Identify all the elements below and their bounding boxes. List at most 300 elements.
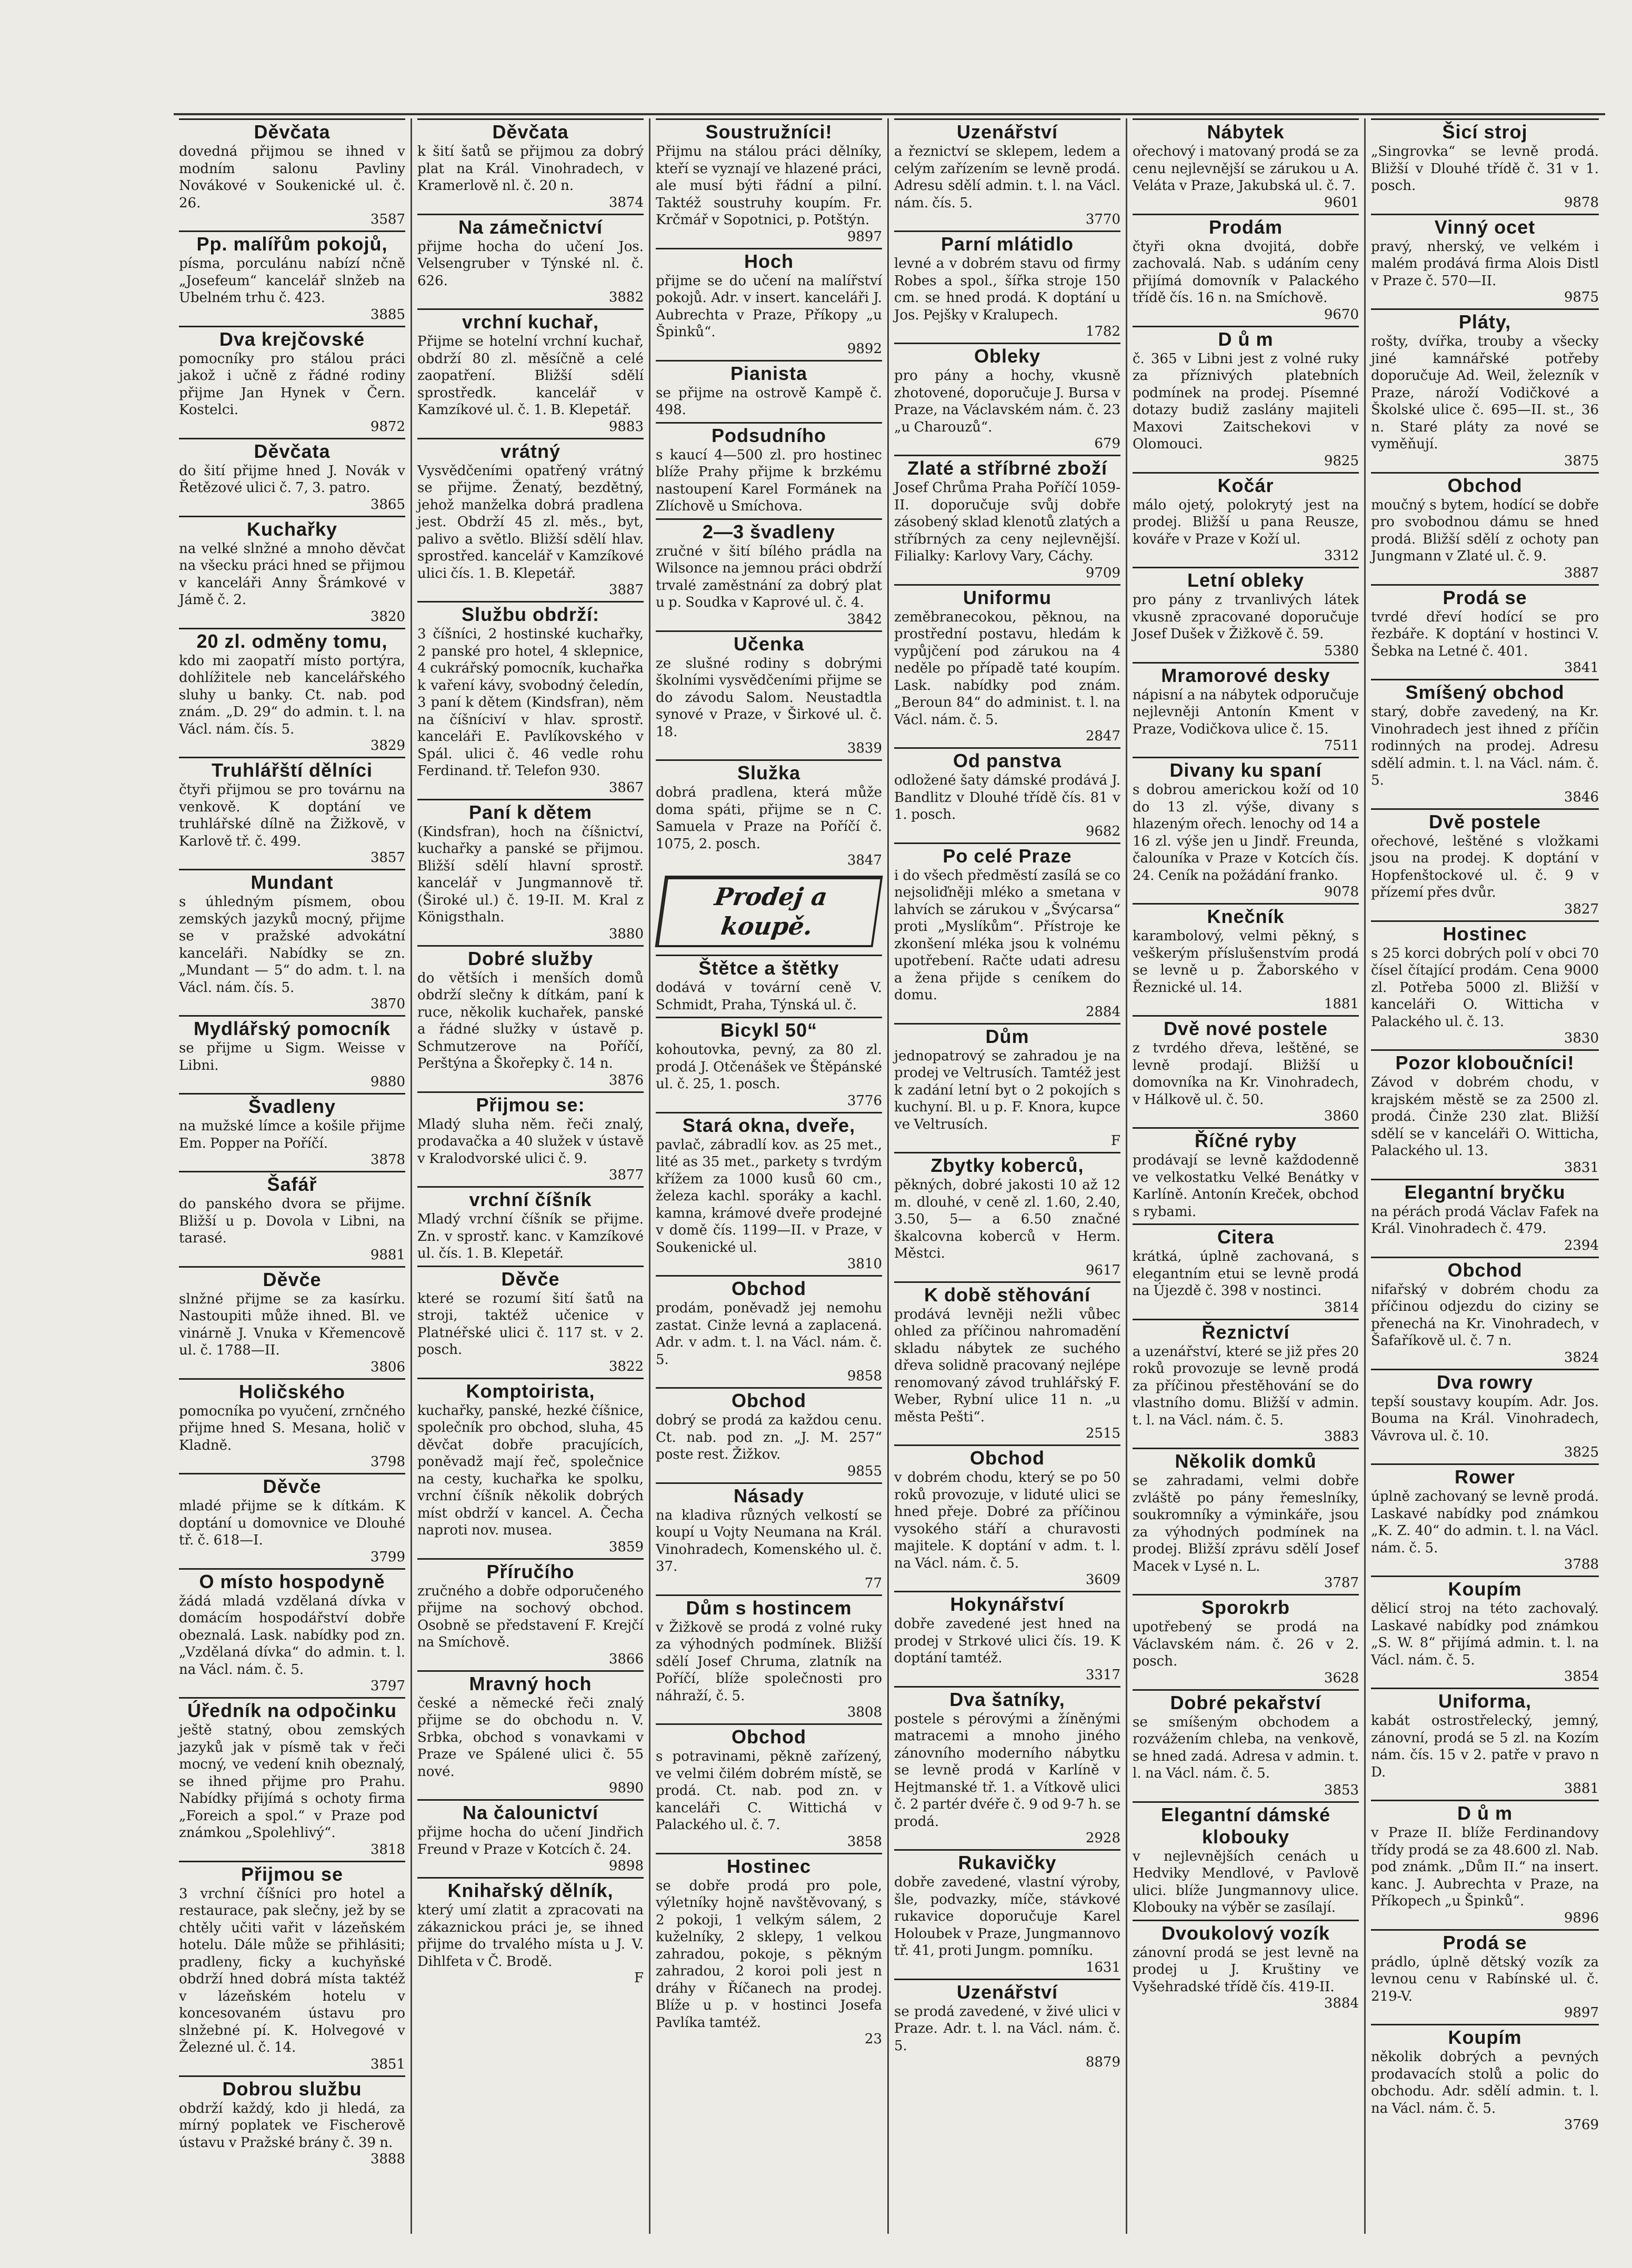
classified-ad <box>179 1171 405 1263</box>
classified-ad <box>417 799 644 942</box>
ad-code: 3854 <box>1564 1669 1599 1684</box>
classified-ad <box>179 1568 405 1694</box>
ad-body: ze slušné rodiny s dobrými školními vysvědčeními přijme se do závodu Salom. Neustadtla synové v Praze, v Širkové ul. č. 18. <box>656 655 882 740</box>
ad-code: 9897 <box>1564 2005 1599 2021</box>
ad-body: na velké slnžné a mnoho děvčat na všecku práci hned se přijmou v kanceláři Anny Šrámkové v Jámě č. 2. <box>179 540 405 608</box>
ad-body: Přijmu na stálou práci dělníky, kteří se vyznají ve hlazené práci, ale musí býti řádní a pilní. Taktéž soustruhy koupím. Fr. Krčmář v Sopotnici, p. Potštýn. <box>656 144 882 228</box>
ad-body: žádá mladá vzdělaná dívka v domácím hospodářství dobře obeznalá. Lask. nabídky pod zn. „Vzdělaná dívka“ do admin. t. l. na Václ. nám. č. 5. <box>179 1593 405 1678</box>
ad-title: Pp. malířům pokojů, <box>179 230 405 255</box>
classified-ad <box>894 1152 1120 1278</box>
ad-body: dobře zavedené, vlastní výroby, šle, podvazky, míče, stávkové rukavice doporučuje Karel Holoubek v Praze, Jungmannovo tř. 41, proti Jungm. pomníku. <box>894 1874 1120 1959</box>
classified-ad <box>894 1444 1120 1588</box>
ad-body: karambolový, velmi pěkný, s veškerým příslušenstvím prodá se levně u p. Žaborského v Řeznické ul. 14. <box>1133 928 1359 996</box>
ad-code: 3797 <box>370 1678 405 1694</box>
classified-ad <box>1371 920 1599 1047</box>
ad-code: 3839 <box>847 740 882 756</box>
ad-code: 9601 <box>1324 194 1359 210</box>
ad-title: Dvoukolový vozík <box>1133 1920 1359 1944</box>
ad-code: 3317 <box>1085 1667 1120 1683</box>
classified-ad <box>1133 1801 1359 1916</box>
ad-code: 3877 <box>608 1167 644 1183</box>
ad-title: Prodám <box>1133 214 1359 238</box>
ad-body: zručné v šití bílého prádla na Wilsonce na jemnou práci obdrží trvalé zaměstnání za dobrý plat u p. Soudka v Kaprové ul. č. 4. <box>656 543 882 610</box>
ad-title: Letní obleky <box>1133 567 1359 591</box>
ad-body: do větších i menších domů obdrží slečny k dítkám, paní k ruce, několik kuchařek, panské a řádné služky v ústavě p. Schmutzerove na Poříčí, Perštýna a Škořepky č. 14 n. <box>417 970 644 1071</box>
classified-ad <box>179 628 405 754</box>
ad-title: 2—3 švadleny <box>656 518 882 543</box>
classified-ad <box>1133 1319 1359 1445</box>
ad-title: Kočár <box>1133 472 1359 497</box>
ad-title: Obchod <box>1371 1257 1599 1281</box>
ad-body: dělicí stroj na této zachovalý. Laskavé nabídky pod známkou „S. W. 8“ přijímá admin. t. l. na Václ. nám. č. 5. <box>1371 1601 1599 1668</box>
classified-ad <box>179 1861 405 2072</box>
ad-body: odložené šaty dámské prodává J. Bandlitz v Dlouhé třídě čís. 81 v 1. posch. <box>894 772 1120 822</box>
ad-title: Dva krejčovské <box>179 326 405 350</box>
ad-body: kabát ostrostřelecký, jemný, zánovní, prodá se 5 zl. na Kozím nám. čís. 15 v 2. patře v pravo n D. <box>1371 1713 1599 1780</box>
ad-title: Stará okna, dveře, <box>656 1112 882 1137</box>
ad-code: 7511 <box>1324 738 1359 754</box>
ad-title: Komptoirista, <box>417 1378 644 1402</box>
ad-code: 5380 <box>1324 643 1359 659</box>
ad-code: 3881 <box>1564 1781 1599 1797</box>
section-label-box: Prodej a koupě. <box>655 876 883 947</box>
ad-body: z tvrdého dřeva, leštěné, se levně prodají. Bližší u domovníka na Kr. Vinohradech, v Hálkově ul. č. 50. <box>1133 1040 1359 1108</box>
classified-ad <box>179 516 405 625</box>
ad-code: 9875 <box>1564 289 1599 305</box>
ad-title: Děvčata <box>179 118 405 143</box>
ad-title: Kuchařky <box>179 516 405 540</box>
ad-code: 3876 <box>608 1072 644 1088</box>
ad-body: nifařský v dobrém chodu za příčinou odjezdu do ciziny se přenechá na Kr. Vinohradech, v Šafaříkově ul. č. 7 n. <box>1371 1281 1599 1349</box>
ad-body: moučný s bytem, hodící se dobře pro svobodnou dámu se hned prodá. Bližší sdělí z ochoty pan Jungmann v Zlaté ul. č. 9. <box>1371 497 1599 564</box>
ad-title: Na zámečnictví <box>417 214 644 238</box>
ad-code: 9078 <box>1324 884 1359 900</box>
ad-code: 3820 <box>370 608 405 625</box>
ad-body: se prodá zavedené, v živé ulici v Praze. Adr. t. l. na Václ. nám. č. 5. <box>894 2003 1120 2054</box>
ad-code: 2394 <box>1564 1237 1599 1253</box>
ad-title: Paní k dětem <box>417 799 644 824</box>
classified-ad <box>656 1387 882 1479</box>
ad-title: Obchod <box>894 1444 1120 1469</box>
ad-code: 9709 <box>1085 565 1120 581</box>
ad-body: levné a v dobrém stavu od firmy Robes a spol., šířka stroje 150 cm. se hned prodá. K doptání u Jos. Pejšky v Kralupech. <box>894 256 1120 323</box>
classified-ad <box>894 1849 1120 1975</box>
ad-code: 3882 <box>608 289 644 305</box>
ad-body: pomocníka po vyučení, zrnčného přijme hned S. Mesana, holič v Kladně. <box>179 1403 405 1453</box>
classified-ad <box>894 584 1120 745</box>
ad-code: 77 <box>864 1575 882 1591</box>
column-2 <box>412 118 650 2234</box>
ad-title: Hostinec <box>656 1853 882 1878</box>
ad-code: 3788 <box>1564 1557 1599 1572</box>
ad-title: Prodá se <box>1371 1929 1599 1954</box>
ad-body: prádlo, úplně dětský vozík za levnou cenu v Rabínské ul. č. 219-V. <box>1371 1954 1599 2004</box>
classified-ad <box>894 230 1120 339</box>
ad-body: tepší soustavy koupím. Adr. Jos. Bouma na Král. Vinohradech, Vávrova ul. č. 10. <box>1371 1393 1599 1444</box>
ad-code: 3847 <box>847 852 882 868</box>
ad-code: 3857 <box>370 850 405 866</box>
ad-title: Pozor kloboučníci! <box>1371 1049 1599 1074</box>
classified-ad <box>1371 1257 1599 1366</box>
classified-ad <box>179 1697 405 1858</box>
ad-title: Děvče <box>179 1473 405 1498</box>
ad-body: obdrží každý, kdo ji hledá, za mírný poplatek ve Fischerově ústavu v Pražské brány č. 39 n. <box>179 2100 405 2151</box>
ad-title: Dobré pekařství <box>1133 1689 1359 1714</box>
ad-title: Od panstva <box>894 747 1120 772</box>
ad-body: i do všech předměstí zasílá se co nejsoliďněji mléko a smetana v lahvích se zárukou v „Švýcarsa“ proti „Myslíkům“. Přístroje ke zkonšení mléka jsou k volnému upotřebení. Račte udati adresu a žena přijde s ceníkem do domu. <box>894 867 1120 1003</box>
classified-ad <box>656 1723 882 1850</box>
ad-code: 3776 <box>847 1092 882 1109</box>
classified-ad <box>1133 903 1359 1012</box>
classified-ad <box>1371 1049 1599 1176</box>
classified-ad <box>894 1591 1120 1683</box>
ad-code: 9855 <box>847 1463 882 1479</box>
ad-title: Uniformu <box>894 584 1120 609</box>
ad-code: 3867 <box>608 779 644 796</box>
ad-body: české a německé řeči znalý přijme se do obchodu n. V. Srbka, obchod s vonavkami v Praze ve Spálené ulici č. 55 nové. <box>417 1695 644 1780</box>
classified-ad <box>1133 214 1359 323</box>
ad-title: Obchod <box>1371 472 1599 497</box>
ad-title: Přijmou se: <box>417 1091 644 1116</box>
ad-body: málo ojetý, polokrytý jest na prodej. Bližší u pana Reusze, kováře v Praze v Koží ul. <box>1133 497 1359 547</box>
classified-ad <box>656 1017 882 1109</box>
ad-title: Divany ku spaní <box>1133 757 1359 781</box>
ad-body: čtyři přijmou se pro továrnu na venkově. K doptání ve truhlářské dílně na Žižkově, v Karlově tř. č. 499. <box>179 782 405 849</box>
ad-title: Obleky <box>894 343 1120 367</box>
classified-ad <box>894 455 1120 581</box>
ad-title: Rower <box>1371 1463 1599 1488</box>
classified-ad <box>1371 1800 1599 1926</box>
ad-title: Obchod <box>656 1723 882 1748</box>
classified-ad <box>1133 1920 1359 2012</box>
classified-ad <box>1133 1448 1359 1591</box>
column-6 <box>1366 118 1604 2234</box>
ad-body: č. 365 v Libni jest z volné ruky za příznivých platebních podmínek na prodej. Písemné dotazy budiž zaslány majiteli Maxovi Zaitschekovi v Olomouci. <box>1133 350 1359 452</box>
classified-ad <box>417 1799 644 1874</box>
ad-body: přijme hocha do učení Jindřich Freund v Praze v Kotcích č. 24. <box>417 1824 644 1858</box>
classified-ad <box>1133 757 1359 900</box>
classified-ad <box>656 630 882 757</box>
classified-ad <box>1133 1223 1359 1316</box>
column-4 <box>889 118 1127 2234</box>
ad-title: Mydlářský pomocník <box>179 1015 405 1040</box>
classified-ad <box>179 1093 405 1168</box>
ad-code: 3609 <box>1085 1572 1120 1588</box>
ad-title: Rukavičky <box>894 1849 1120 1874</box>
classified-ad <box>656 1275 882 1384</box>
classified-ad <box>656 1853 882 2048</box>
classified-ad <box>894 1979 1120 2071</box>
ad-title: Obchod <box>656 1387 882 1412</box>
ad-code: 1631 <box>1085 1959 1120 1975</box>
ad-body: na kladiva různých velkostí se koupí u Vojty Neumana na Král. Vinohradech, Komenského ul. č. 37. <box>656 1507 882 1574</box>
ad-title: Přijmou se <box>179 1861 405 1885</box>
classified-ad <box>656 518 882 627</box>
ad-code: 3587 <box>370 212 405 227</box>
column-3 <box>650 118 889 2234</box>
ad-body: pro pány z trvanlivých látek vkusně zpracované doporučuje Josef Dušek v Žižkově č. 59. <box>1133 592 1359 642</box>
classified-ad <box>179 1266 405 1375</box>
ad-title: Říčné ryby <box>1133 1127 1359 1152</box>
ad-title: Koupím <box>1371 2024 1599 2049</box>
ad-body: prodávají se levně každodenně ve velkostatku Velké Benátky v Karlíně. Antonín Kreček, obchod s rybami. <box>1133 1152 1359 1220</box>
ad-code: 3787 <box>1324 1575 1359 1591</box>
ad-body: přijme hocha do učení Jos. Velsengruber v Týnské nl. č. 626. <box>417 238 644 289</box>
ad-body: Mladý vrchní číšník se přijme. Zn. v sprostř. kanc. v Kamzíkové ul. čís. 1. B. Klepetář. <box>417 1211 644 1261</box>
classified-ad <box>179 1473 405 1565</box>
ad-code: 3827 <box>1564 901 1599 917</box>
ad-body: 3 vrchní číšníci pro hotel a restaurace, pak slečny, jež by se chtěly učiti vařit v lázeňském hotelu. Dále může se přihlásiti; pradleny, ficky a kuchyňské obdrží hned dobrá místa taktéž v lázeňském hotelu v koncesovaném ústavu pro slnžebné pí. K. Holvegové v Železné ul. č. 14. <box>179 1885 405 2055</box>
ad-columns <box>174 118 1605 2234</box>
ad-body: se přijme na ostrově Kampě č. 498. <box>656 385 882 418</box>
ad-body: na mužské límce a košile přijme Em. Popper na Poříčí. <box>179 1118 405 1151</box>
ad-body: se smíšeným obchodem a rozvážením chleba, na venkově, se hned zadá. Adresa v admin. t. l. na Václ. nám. č. 5. <box>1133 1714 1359 1781</box>
ad-title: vrátný <box>417 438 644 463</box>
ad-code: 2515 <box>1085 1426 1120 1441</box>
ad-title: Pianista <box>656 360 882 385</box>
classified-ad <box>417 1266 644 1374</box>
classified-ad <box>1371 1575 1599 1684</box>
classified-ad <box>1371 472 1599 581</box>
ad-body: prodám, poněvadž jej nemohu zastat. Cinže levná a zaplacená. Adr. v adm. t. l. na Václ. nám. č. 5. <box>656 1300 882 1368</box>
ad-body: čtyři okna dvojitá, dobře zachovalá. Nab. s udáním ceny přijímá domovník v Palackého třídě čís. 16 n. na Smíchově. <box>1133 238 1359 306</box>
ad-code: 3798 <box>370 1454 405 1470</box>
ad-body: ještě statný, obou zemských jazyků jak v písmě tak v řeči mocný, ve vedení knih obeznalý, se ihned přijme pro Prahu. Nabídky přijímá s ochoty firma „Foreich a spol.“ v Praze pod známkou „Spolehlivý“. <box>179 1722 405 1841</box>
ad-body: (Kindsfran), hoch na číšnictví, kuchařky a panské se přijmou. Bližší sdělí hlavní sprostř. kancelář v Jungmannově tř. (Široké ul.) č. 19-II. M. Kral z Königsthaln. <box>417 824 644 925</box>
classified-ad <box>417 214 644 306</box>
classified-ad <box>1133 472 1359 564</box>
ad-body: několik dobrých a pevných prodavacích stolů a polic do obchodu. Adr. sdělí admin. t. l. na Václ. nám. č. 5. <box>1371 2049 1599 2116</box>
classified-ad <box>417 1558 644 1667</box>
classified-ad <box>1371 1929 1599 2021</box>
ad-code: 3878 <box>370 1152 405 1168</box>
ad-title: Prodá se <box>1371 584 1599 609</box>
ad-title: Nábytek <box>1133 118 1359 143</box>
classified-ad <box>894 1281 1120 1442</box>
classified-ad <box>894 1023 1120 1149</box>
classified-ad <box>179 326 405 435</box>
ad-title: Děvče <box>179 1266 405 1291</box>
classified-ad <box>1133 1015 1359 1124</box>
ad-body: pěkných, dobré jakosti 10 až 12 m. dlouhé, v ceně zl. 1.60, 2.40, 3.50, 5— a 6.50 značné škalcovna koberců v Herm. Městci. <box>894 1177 1120 1261</box>
ad-body: v Žižkově se prodá z volné ruky za výhodných podmínek. Bližší sdělí Josef Chruma, zlatník na Poříčí, blíže společnosti pro náhraží, č. 5. <box>656 1619 882 1704</box>
ad-code: 3880 <box>608 926 644 942</box>
classified-ad <box>179 438 405 513</box>
ad-body: do šití přijme hned J. Novák v Řetězové ulici č. 7, 3. patro. <box>179 463 405 496</box>
ad-title: Citera <box>1133 1223 1359 1248</box>
ad-title: Mundant <box>179 869 405 894</box>
classified-ad <box>1371 808 1599 917</box>
ad-code: 3818 <box>370 1841 405 1858</box>
ad-title: Holičského <box>179 1378 405 1403</box>
classified-ad <box>656 360 882 419</box>
ad-body: k šití šatů se přijmou za dobrý plat na Král. Vinohradech, v Kramerlově nl. č. 20 n. <box>417 144 644 194</box>
ad-code: 3825 <box>1564 1444 1599 1460</box>
ad-body: přijme se do učení na malířství pokojů. Adr. v insert. kanceláři J. Aubrechta v Praze, Příkopy „u Špinků“. <box>656 273 882 340</box>
classified-ad <box>656 1112 882 1272</box>
ad-body: zeměbranecokou, pěknou, na prostřední postavu, hledám k vypůjčení pod zárukou na 4 neděle po případě taté koupím. Lask. nabídky pod znám. „Beroun 84“ do administ. t. l. na Václ. nám. č. 5. <box>894 609 1120 728</box>
classified-ad <box>417 118 644 210</box>
ad-code: 679 <box>1094 436 1120 451</box>
ad-title: Několik domků <box>1133 1448 1359 1472</box>
ad-code: 9881 <box>370 1247 405 1263</box>
classified-ad <box>894 747 1120 839</box>
ad-body: prodává levněji nežli vůbec ohled za příčinou nahromadění skladu nábytek ze suchého dřeva solidně pracovaný nejlépe renomovaný závod truhlářský F. Weber, Rybní ulice 11 n. „u města Pešti“. <box>894 1306 1120 1425</box>
ad-body: ořechové, leštěné s vložkami jsou na prodej. K doptání v Hopfenštockové ul. č. 9 v přízemí přes dvůr. <box>1371 833 1599 900</box>
ad-code: 3770 <box>1085 212 1120 227</box>
ad-title: Knihařský dělník, <box>417 1877 644 1902</box>
ad-code: 3846 <box>1564 789 1599 805</box>
ad-title: Truhlářští dělníci <box>179 757 405 781</box>
ad-title: Hoch <box>656 248 882 273</box>
ad-code: 9880 <box>370 1074 405 1090</box>
classified-ad <box>1133 1127 1359 1220</box>
ad-body: Josef Chrůma Praha Poříčí 1059-II. doporučuje svůj dobře zásobený sklad klenotů zlatých a stříbrných za ceny nejlevnější. Filialky: Karlovy Vary, Cáchy. <box>894 480 1120 564</box>
classified-ad <box>656 118 882 245</box>
ad-body: kdo mi zaopatří místo portýra, dohlížitele neb kancelářského sluhy u banky. Ct. nab. pod znám. „D. 29“ do admin. t. l. na Václ. nám. čís. 5. <box>179 653 405 737</box>
ad-code: 3860 <box>1324 1108 1359 1124</box>
ad-code: 9670 <box>1324 306 1359 323</box>
classified-ad <box>894 343 1120 451</box>
ad-body: s dobrou americkou koží od 10 do 13 zl. výše, divany s hlazeným ořech. lenochy od 14 a 16 zl. výše jen u Jindř. Freunda, čalouníka v Praze v Kotcích čís. 24. Ceník na požádání franko. <box>1133 782 1359 884</box>
classified-ad <box>179 869 405 1012</box>
classified-ad <box>1371 2024 1599 2133</box>
column-1 <box>174 118 412 2234</box>
ad-body: písma, porculánu nabízí nčně „Josefeum“ kancelář slnžeb na Ubelném trhu č. 423. <box>179 256 405 306</box>
column-5 <box>1127 118 1366 2234</box>
classified-ad <box>179 230 405 323</box>
ad-code: 3822 <box>608 1358 644 1374</box>
ad-code: 3769 <box>1564 2117 1599 2133</box>
ad-code: 9872 <box>370 418 405 435</box>
classified-ad <box>1133 1594 1359 1686</box>
ad-title: Dva rowry <box>1371 1369 1599 1393</box>
ad-title: Děvčata <box>179 438 405 463</box>
ad-code: 9897 <box>847 228 882 245</box>
ad-title: Dva šatníky, <box>894 1686 1120 1711</box>
ad-code: 9617 <box>1085 1262 1120 1278</box>
ad-title: Dobré služby <box>417 945 644 970</box>
ad-title: Zbytky koberců, <box>894 1152 1120 1177</box>
classified-ad <box>417 1670 644 1797</box>
ad-body: který umí zlatit a zpracovati na zákaznickou práci je, se ihned přijme do trvalého místa u J. V. Dihlfeta v Č. Brodě. <box>417 1902 644 1970</box>
ad-body: 3 číšníci, 2 hostinské kuchařky, 2 panské pro hotel, 4 sklepnice, 4 cukrářský pomocník, kuchařka k vaření kávy, svobodný čeledín, 3 paní k dětem (Kindsfran), něm na číšníciví v hlav. sprostř. kanceláři E. Pavlíkovského v Spál. ulici č. 46 vedle rohu Ferdinand. tř. Telefon 930. <box>417 626 644 779</box>
ad-title: Dům s hostincem <box>656 1594 882 1619</box>
classified-ad <box>1371 1369 1599 1461</box>
ad-title: Zlaté a stříbrné zboží <box>894 455 1120 479</box>
ad-code: F <box>1110 1133 1120 1149</box>
ad-code: 3865 <box>370 496 405 513</box>
ad-body: Závod v dobrém chodu, v krajském městě se za 2500 zl. prodá. Činže 230 zlat. Bližší sdělí se v kanceláři O. Witticha, Palackého ul. 13. <box>1371 1075 1599 1159</box>
ad-code: 3824 <box>1564 1349 1599 1366</box>
classified-ad <box>1371 118 1599 210</box>
ad-title: Šafář <box>179 1171 405 1196</box>
ad-code: 9682 <box>1085 823 1120 839</box>
ad-title: Dobrou službu <box>179 2075 405 2100</box>
ad-title: Parní mlátidlo <box>894 230 1120 255</box>
ad-title: Služka <box>656 759 882 784</box>
ad-title: Smíšený obchod <box>1371 679 1599 704</box>
ad-title: Pláty, <box>1371 308 1599 333</box>
ad-title: vrchní číšník <box>417 1186 644 1211</box>
ad-title: Násady <box>656 1482 882 1507</box>
ad-body: postele s pérovými a žíněnými matracemi a mnoho jiného zánovního moderního nábytku se levně prodá v Karlíně v Hejtmanské tř. 1. a Vítkově ulici č. 2 partér dvéře č. 9 od 9-7 h. se prodá. <box>894 1711 1120 1830</box>
classified-ad <box>1371 584 1599 676</box>
ad-body: s potravinami, pěkně zařízený, ve velmi čilém dobrém místě, se prodá. Ct. nab. pod zn. v kanceláři C. Wittichá v Palackého ul. č. 7. <box>656 1749 882 1833</box>
ad-code: 3884 <box>1324 1995 1359 2011</box>
ad-code: 3810 <box>847 1256 882 1272</box>
classified-ad <box>1133 1689 1359 1798</box>
ad-code: 9896 <box>1564 1910 1599 1926</box>
ad-title: Mramorové desky <box>1133 662 1359 687</box>
ad-body: a řeznictví se sklepem, ledem a celým zařízením se levně prodá. Adresu sdělí admin. t. l. na Václ. nám. čís. 5. <box>894 144 1120 211</box>
classified-ad <box>1371 308 1599 469</box>
ad-code: 3853 <box>1324 1782 1359 1798</box>
ad-title: Příručího <box>417 1558 644 1583</box>
ad-body: na pérách prodá Václav Fafek na Král. Vinohradech č. 479. <box>1371 1203 1599 1237</box>
ad-title: D ů m <box>1371 1800 1599 1824</box>
ad-body: pro pány a hochy, vkusně zhotovené, doporučuje J. Bursa v Praze, na Václavském nám. č. 23 „u Charouzů“. <box>894 368 1120 435</box>
ad-code: 3841 <box>1564 660 1599 676</box>
ad-title: Děvčata <box>417 118 644 143</box>
ad-body: v nejlevnějších cenách u Hedviky Mendlové, v Pavlově ulici. blíže Jungmannovy ulice. Klobouky na výběr se zasílají. <box>1133 1848 1359 1915</box>
ad-code: 3883 <box>1324 1429 1359 1444</box>
ad-code: 9898 <box>608 1858 644 1874</box>
ad-body: Vysvědčeními opatřený vrátný se přijme. Ženatý, bezdětný, jehož manželka dobrá pradlena jest. Obdrží 45 zl. měs., byt, palivo a světlo. Bližší sdělí hlav. sprostřed. kancelář v Kamzíkové ulici čís. 1. B. Klepetář. <box>417 463 644 581</box>
classified-ad <box>417 1877 644 1986</box>
ad-title: Dvě nové postele <box>1133 1015 1359 1040</box>
ad-code: F <box>634 1970 644 1986</box>
classified-ad <box>417 945 644 1088</box>
ad-code: 9890 <box>608 1780 644 1796</box>
ad-title: D ů m <box>1133 326 1359 350</box>
ad-code: 1881 <box>1324 996 1359 1012</box>
classified-ad <box>1133 662 1359 754</box>
ad-body: ořechový i matovaný prodá se za cenu nejlevnější se zárukou u A. Veláta v Praze, Jakubská ul. č. 7. <box>1133 144 1359 194</box>
ad-code: 3806 <box>370 1359 405 1375</box>
ad-code: 3874 <box>608 194 644 210</box>
ad-code: 9883 <box>608 418 644 435</box>
ad-code: 3628 <box>1324 1670 1359 1686</box>
ad-title: Službu obdrží: <box>417 601 644 626</box>
ad-title: Uniforma, <box>1371 1688 1599 1712</box>
ad-title: Hokynářství <box>894 1591 1120 1615</box>
classified-ad <box>417 1378 644 1555</box>
ad-body: dodává v tovární ceně V. Schmidt, Praha, Týnská ul. č. <box>656 980 882 1013</box>
classified-ad <box>1133 567 1359 659</box>
classified-ad <box>894 1686 1120 1846</box>
ad-title: Po celé Praze <box>894 842 1120 867</box>
ad-body: kuchařky, panské, hezké číšnice, společník pro obchod, sluha, 45 děvčat dobře pracujících, poněvadž mají řeč, společnice na cesty, kuchařka ke spolku, vrchní číšník několik dobrých míst obdrží v kancel. A. Čecha naproti nov. musea. <box>417 1402 644 1538</box>
ad-body: mladé přijme se k dítkám. K doptání u domovnice ve Dlouhé tř. č. 618—I. <box>179 1498 405 1548</box>
classified-ad <box>417 438 644 598</box>
ad-body: tvrdé dřeví hodící se pro řezbáře. K doptání v hostinci V. Šebka na Letné č. 401. <box>1371 609 1599 659</box>
ad-body: starý, dobře zavedený, na Kr. Vinohradech jest ihned z příčin rodinných na prodej. Adresu sdělí admin. t. l. na Václ. nám. č. 5. <box>1371 704 1599 788</box>
ad-body: s 25 korci dobrých polí v obci 70 čísel čítající prodám. Cena 9000 zl. Potřeba 5000 zl. Bližší v kanceláři O. Witticha v Palackého ul. č. 13. <box>1371 945 1599 1030</box>
ad-body: slnžné přijme se za kasírku. Nastoupiti může ihned. Bl. ve vinárně J. Vnuka v Křemencově ul. č. 1788—II. <box>179 1291 405 1358</box>
ad-code: 2847 <box>1085 728 1120 744</box>
ad-body: a uzenářství, které se již přes 20 roků provozuje se levně prodá za příčinou přestěhování se do vlastního domu. Bližší v admin. t. l. na Václ. nám. č. 5. <box>1133 1343 1359 1428</box>
ad-code: 3312 <box>1324 548 1359 564</box>
classified-ad <box>1371 1688 1599 1797</box>
ad-code: 2884 <box>1085 1003 1120 1020</box>
ad-title: Podsudního <box>656 422 882 447</box>
ad-body: upotřebený se prodá na Václavském nám. č. 26 v 2. posch. <box>1133 1619 1359 1669</box>
ad-body: dobrý se prodá za každou cenu. Ct. nab. pod zn. „J. M. 257“ poste rest. Žižkov. <box>656 1412 882 1462</box>
ad-body: pavlač, zábradlí kov. as 25 met., lité as 35 met., parkety s tvrdým křížem za 1000 kusů 60 cm., železa kachl. sporáky a kachl. kamna, krámové dveře prodejné v domě čís. 1199—II. v Praze, v Soukenické ul. <box>656 1137 882 1256</box>
ad-body: pravý, nherský, ve velkém i malém prodává firma Alois Distl v Praze č. 570—II. <box>1371 238 1599 289</box>
ad-title: Koupím <box>1371 1575 1599 1600</box>
